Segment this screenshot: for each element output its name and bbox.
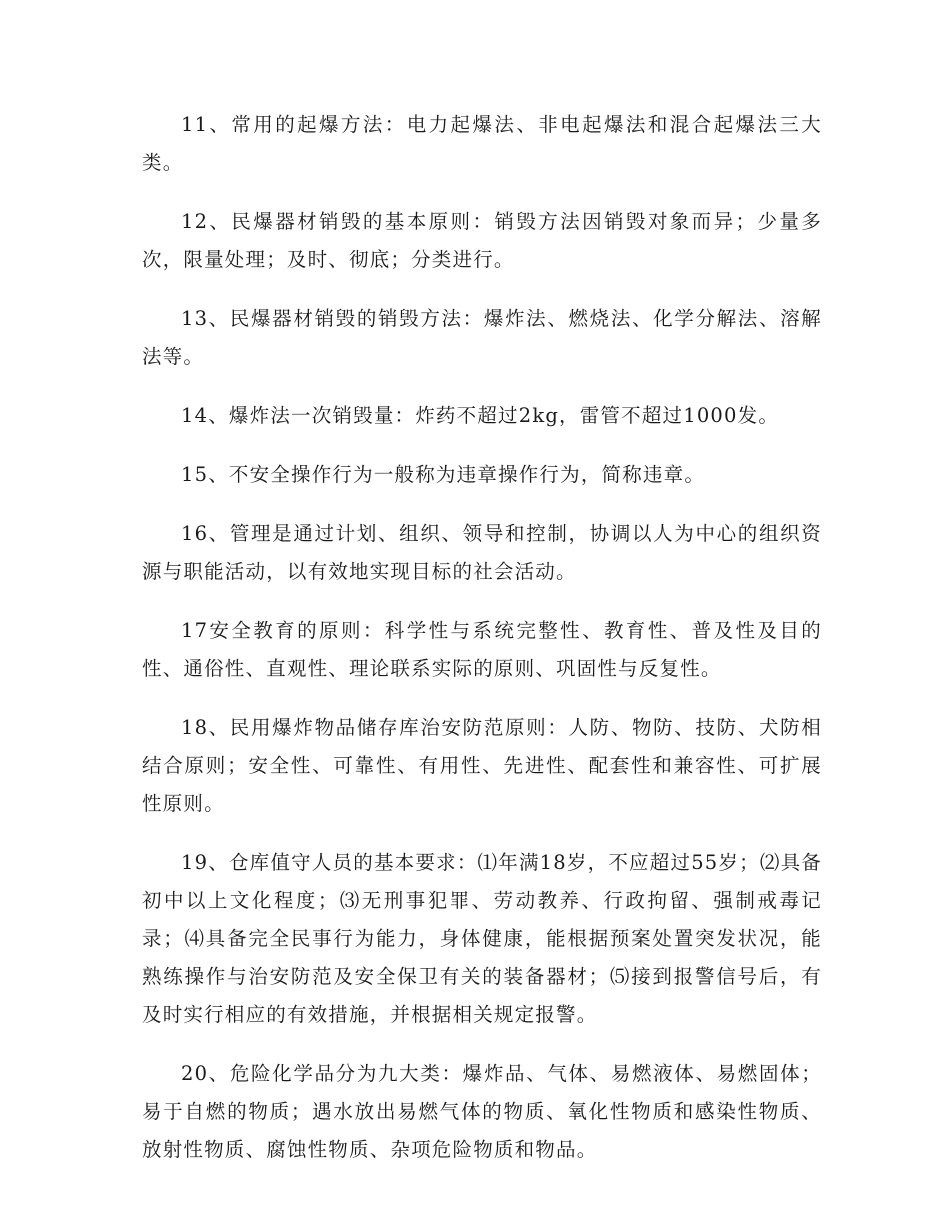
paragraph-12: 12、民爆器材销毁的基本原则：销毁方法因销毁对象而异；少量多次，限量处理；及时、彻底；分类进行。 [142,210,822,271]
document-page [142,106,822,1190]
paragraph-16: 16、管理是通过计划、组织、领导和控制，协调以人为中心的组织资源与职能活动，以有效地实现目标的社会活动。 [142,522,822,583]
paragraph-17: 17安全教育的原则：科学性与系统完整性、教育性、普及性及目的性、通俗性、直观性、理论联系实际的原则、巩固性与反复性。 [142,619,822,680]
paragraph-20: 20、危险化学品分为九大类：爆炸品、气体、易燃液体、易燃固体；易于自燃的物质；遇水放出易燃气体的物质、氧化性物质和感染性物质、放射性物质、腐蚀性物质、杂项危险物质和物品。 [142,1062,822,1161]
paragraph-11: 11、常用的起爆方法：电力起爆法、非电起爆法和混合起爆法三大类。 [142,113,822,174]
paragraph-19: 19、仓库值守人员的基本要求：⑴年满18岁，不应超过55岁；⑵具备初中以上文化程度；⑶无刑事犯罪、劳动教养、行政拘留、强制戒毒记录；⑷具备完全民事行为能力，身体健康，能根据预案处置突发状况，能熟练操作与治安防范及安全保卫有关的装备器材；⑸接到报警信号后，有及时实行相应的有效措施，并根据相关规定报警。 [142,851,822,1026]
paragraph-18: 18、民用爆炸物品储存库治安防范原则：人防、物防、技防、犬防相结合原则；安全性、可靠性、有用性、先进性、配套性和兼容性、可扩展性原则。 [142,716,822,815]
paragraph-15: 15、不安全操作行为一般称为违章操作行为，简称违章。 [181,463,706,486]
paragraph-13: 13、民爆器材销毁的销毁方法：爆炸法、燃烧法、化学分解法、溶解法等。 [142,307,822,368]
paragraph-14: 14、爆炸法一次销毁量：炸药不超过2kg，雷管不超过1000发。 [181,404,780,427]
